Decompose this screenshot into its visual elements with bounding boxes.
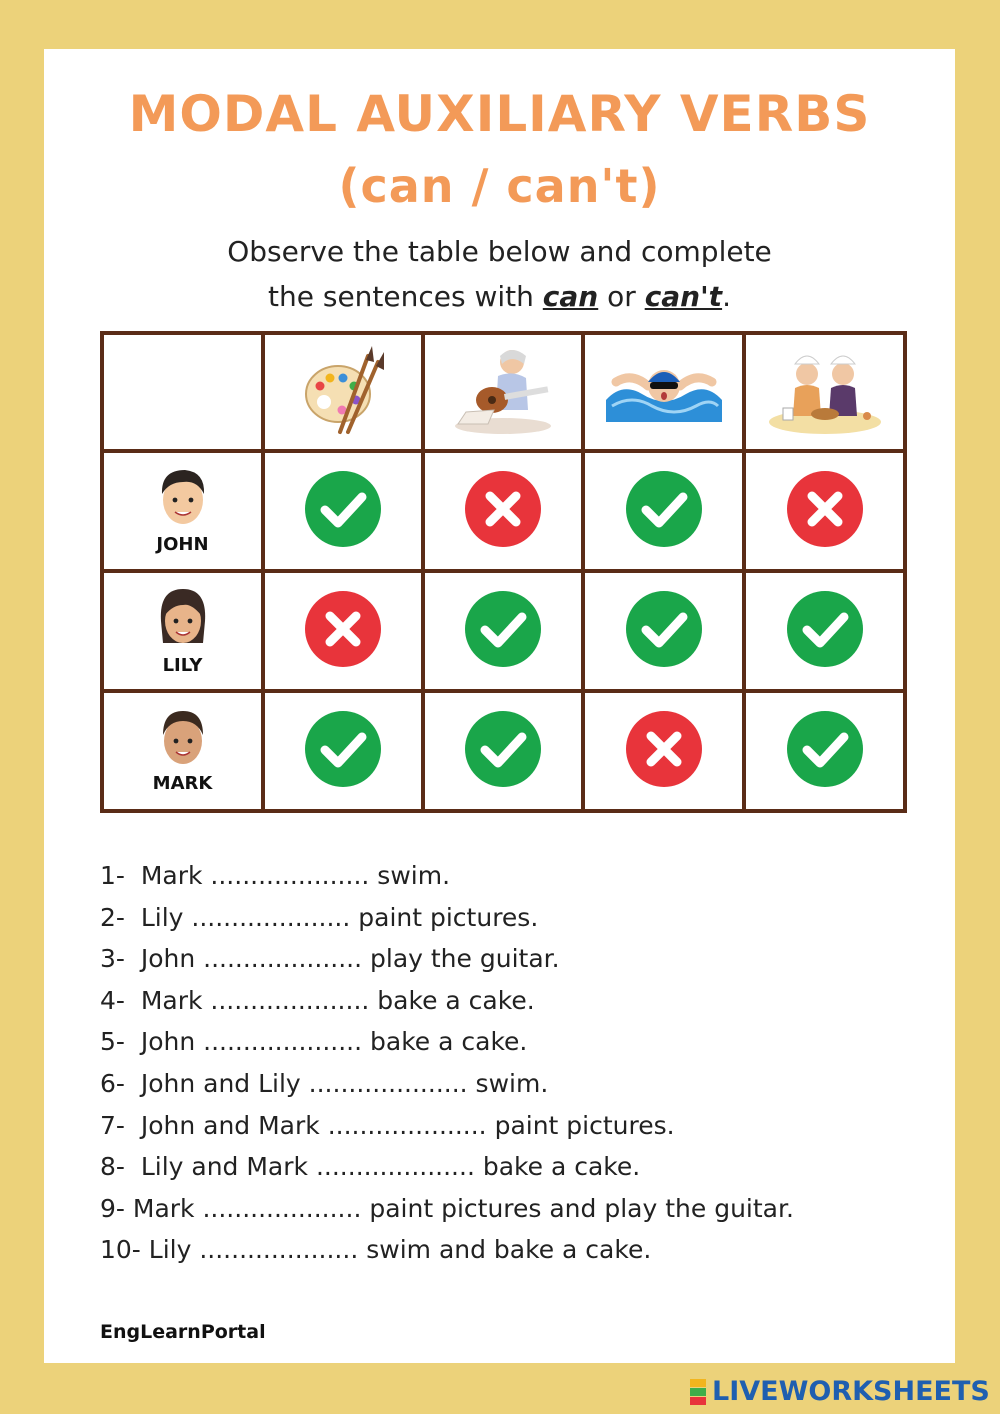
cross-icon (625, 710, 703, 792)
check-icon (625, 470, 703, 552)
baking-icon (763, 344, 887, 436)
sentence-item: 7- John and Mark .................... paint pictures. (100, 1110, 675, 1140)
person-cell-mark (102, 691, 263, 811)
table-row-john (102, 451, 905, 571)
mark-cell (263, 451, 423, 571)
empty-corner-cell (102, 333, 263, 451)
check-icon (786, 590, 864, 672)
activity-guitar-cell (423, 333, 583, 451)
guitar-player-icon (448, 344, 558, 436)
liveworksheets-watermark (690, 1376, 990, 1407)
sentence-item: 2- Lily .................... paint pictures. (100, 902, 539, 932)
instruction-period: . (722, 280, 731, 313)
worksheet-page (44, 49, 955, 1363)
cross-icon (786, 470, 864, 552)
mark-cell (744, 691, 905, 811)
sentence-item: 4- Mark .................... bake a cake. (100, 985, 535, 1015)
mark-cell (744, 571, 905, 691)
mark-cell (263, 691, 423, 811)
mark-cell (583, 451, 744, 571)
check-icon (464, 710, 542, 792)
mark-cell (263, 571, 423, 691)
mark-cell (583, 571, 744, 691)
check-icon (304, 710, 382, 792)
check-icon (786, 710, 864, 792)
check-icon (304, 470, 382, 552)
check-icon (464, 590, 542, 672)
girl-avatar-icon (157, 585, 209, 649)
paint-palette-icon (298, 342, 388, 438)
title-line-1: MODAL AUXILIARY VERBS (128, 85, 871, 143)
check-icon (625, 590, 703, 672)
liveworksheets-logo-icon (690, 1379, 706, 1405)
boy-avatar-icon (157, 466, 209, 528)
instruction-or: or (598, 280, 645, 313)
sentence-item: 3- John .................... play the guitar. (100, 944, 560, 974)
cross-icon (304, 590, 382, 672)
title-line-2: (can / can't) (338, 159, 661, 213)
cross-icon (464, 470, 542, 552)
sentence-item: 8- Lily and Mark .................... bake a cake. (100, 1152, 641, 1182)
keyword-cant: can't (644, 280, 723, 313)
sentence-item: 5- John .................... bake a cake. (100, 1027, 528, 1057)
mark-cell (423, 571, 583, 691)
mark-cell (423, 451, 583, 571)
activity-swim-cell (583, 333, 744, 451)
activity-paint-cell (263, 333, 423, 451)
instruction-line-2 (44, 275, 955, 319)
person-name: JOHN (156, 534, 209, 556)
sentence-list (100, 855, 794, 1271)
instruction-line-1: Observe the table below and complete (227, 235, 772, 268)
man-avatar-icon (157, 707, 209, 767)
person-cell-lily (102, 571, 263, 691)
sentence-item: 6- John and Lily .................... swim. (100, 1068, 549, 1098)
table-row-mark (102, 691, 905, 811)
person-name: MARK (152, 773, 213, 795)
table-header-row (102, 333, 905, 451)
sentence-item: 9- Mark .................... paint pictures and play the guitar. (100, 1193, 794, 1223)
mark-cell (423, 691, 583, 811)
table-row-lily (102, 571, 905, 691)
activity-bake-cell (744, 333, 905, 451)
mark-cell (583, 691, 744, 811)
swimmer-icon (602, 352, 726, 428)
instruction-text: the sentences with (268, 280, 543, 313)
ability-table (100, 331, 907, 813)
sentence-item: 1- Mark .................... swim. (100, 861, 451, 890)
person-name: LILY (162, 655, 203, 677)
sentence-item: 10- Lily .................... swim and bake a cake. (100, 1235, 652, 1265)
person-cell-john (102, 451, 263, 571)
watermark-text: LIVEWORKSHEETS (712, 1376, 990, 1407)
mark-cell (744, 451, 905, 571)
brand-footer: EngLearnPortal (100, 1321, 266, 1343)
keyword-can: can (542, 280, 599, 313)
